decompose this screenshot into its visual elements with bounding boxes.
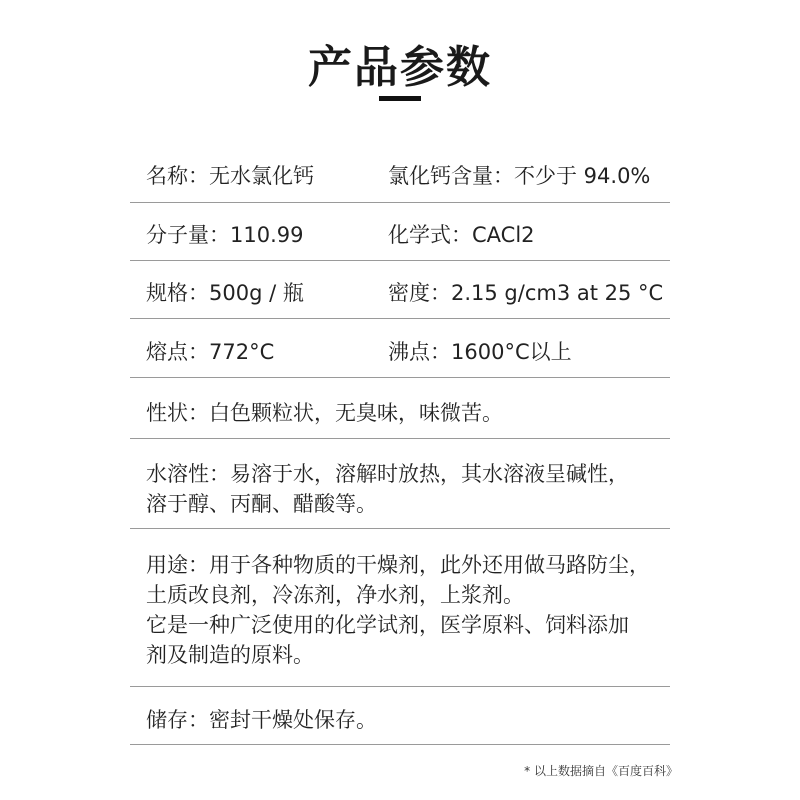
uses-line: 用途：用于各种物质的干燥剂，此外还用做马路防尘， xyxy=(146,553,650,577)
solubility-line: 水溶性：易溶于水，溶解时放热，其水溶液呈碱性， xyxy=(146,462,629,486)
uses-text xyxy=(146,550,676,670)
divider xyxy=(130,744,670,745)
divider xyxy=(130,438,670,439)
solubility-line: 溶于醇、丙酮、醋酸等。 xyxy=(146,492,377,516)
divider xyxy=(130,202,670,203)
boiling-point-field: 沸点：1600°C以上 xyxy=(388,340,572,364)
spec-field: 规格：500g / 瓶 xyxy=(146,281,304,305)
storage-text: 储存：密封干燥处保存。 xyxy=(146,708,377,732)
source-footnote: * 以上数据摘自《百度百科》 xyxy=(524,764,678,778)
content-field: 氯化钙含量：不少于 94.0% xyxy=(388,164,651,188)
uses-line: 剂及制造的原料。 xyxy=(146,643,314,667)
name-field: 名称：无水氯化钙 xyxy=(146,164,314,188)
solubility-text xyxy=(146,459,676,519)
divider xyxy=(130,528,670,529)
divider xyxy=(130,260,670,261)
uses-line: 它是一种广泛使用的化学试剂，医学原料、饲料添加 xyxy=(146,613,629,637)
divider xyxy=(130,686,670,687)
divider xyxy=(130,377,670,378)
molecular-weight-field: 分子量：110.99 xyxy=(146,223,304,247)
uses-line: 土质改良剂，冷冻剂，净水剂，上浆剂。 xyxy=(146,583,524,607)
divider xyxy=(130,318,670,319)
melting-point-field: 熔点：772°C xyxy=(146,340,275,364)
title-underline xyxy=(379,96,421,101)
density-field: 密度：2.15 g/cm3 at 25 °C xyxy=(388,281,664,305)
page-title: 产品参数 xyxy=(308,42,492,93)
properties-text: 性状：白色颗粒状，无臭味，味微苦。 xyxy=(146,401,503,425)
formula-field: 化学式：CACl2 xyxy=(388,223,535,247)
